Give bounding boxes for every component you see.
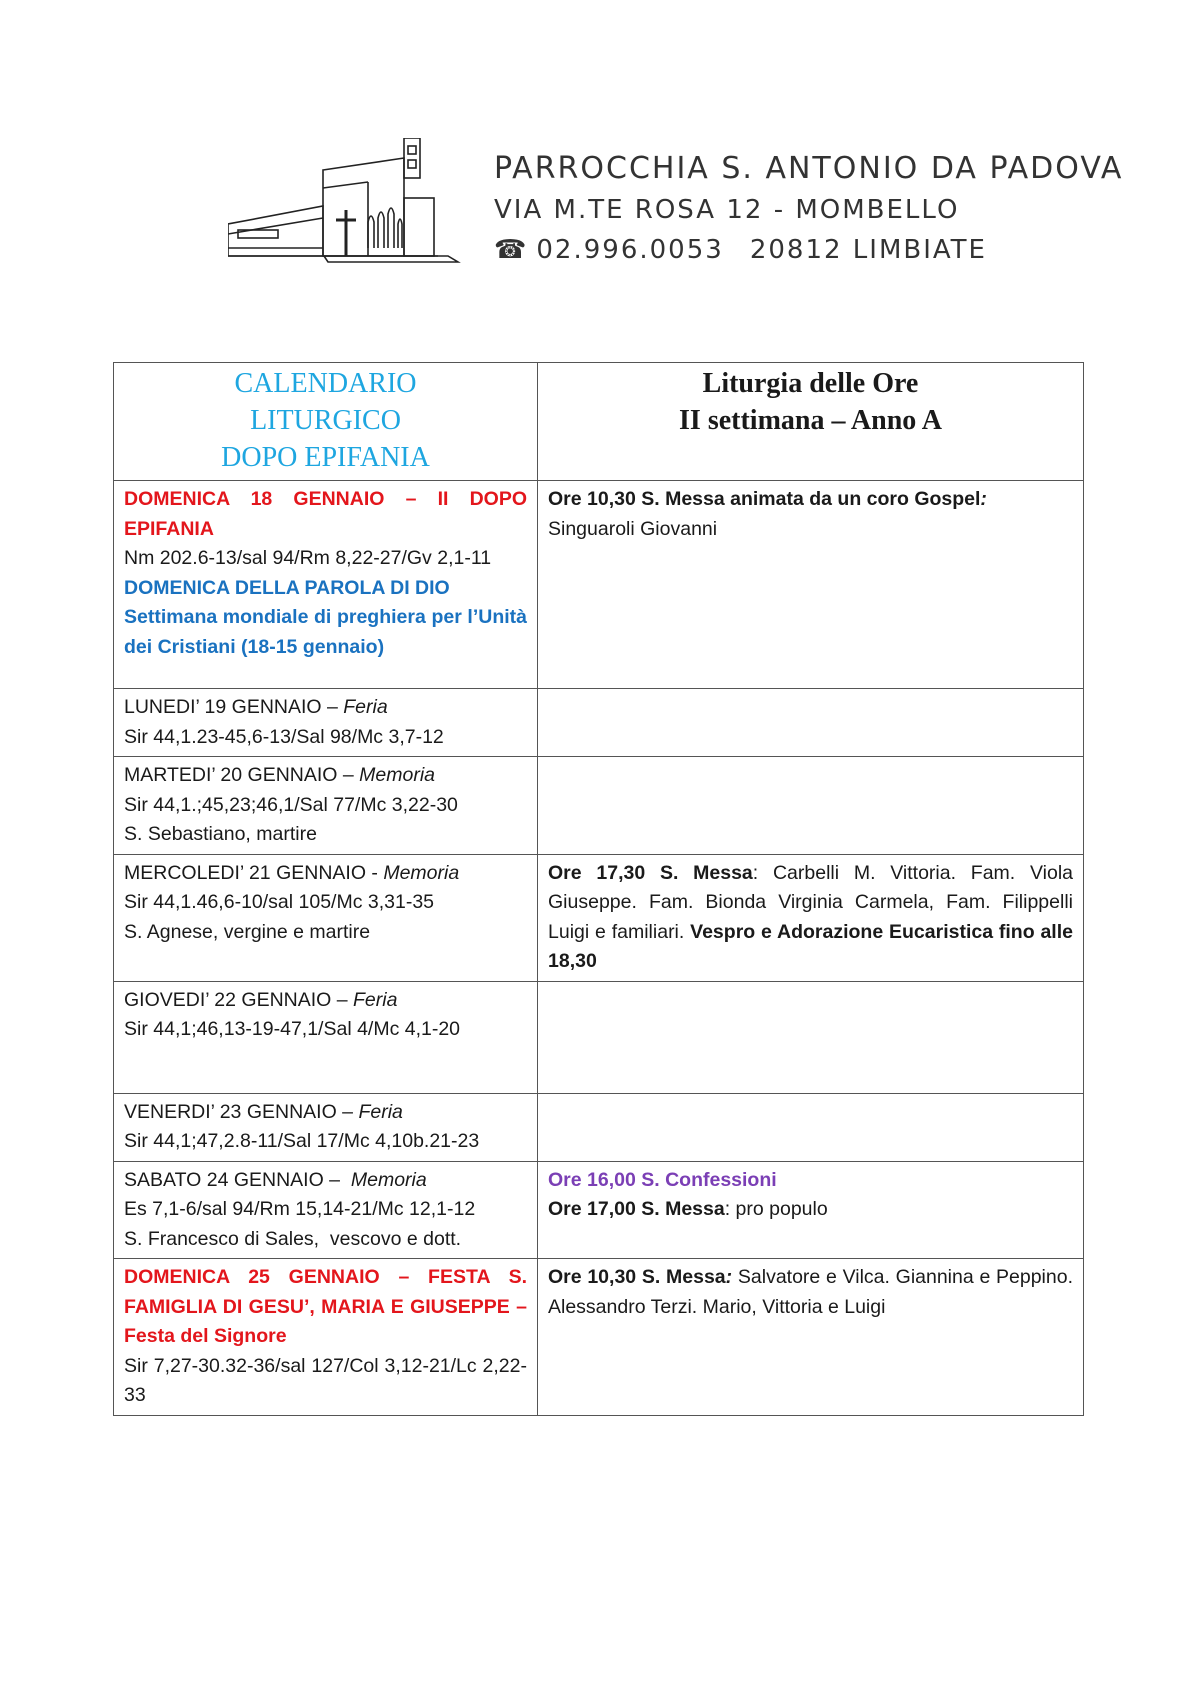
day-type: Feria	[343, 696, 388, 718]
confessions: Ore 16,00 S. Confessioni	[548, 1168, 777, 1191]
table-header-row	[114, 363, 1084, 481]
day-extra: DOMENICA DELLA PAROLA DI DIO	[124, 576, 450, 599]
day-type: Feria	[358, 1100, 403, 1123]
readings: Sir 7,27-30.32-36/sal 127/Col 3,12-21/Lc 2,22-33	[124, 1354, 527, 1406]
parish-address: VIA M.TE ROSA 12 - MOMBELLO	[494, 195, 960, 225]
saint: S. Francesco di Sales, vescovo e dott.	[124, 1227, 462, 1250]
mass-time: Ore 10,30 S. Messa	[548, 1266, 726, 1288]
table-row	[114, 854, 1084, 981]
day-cell	[114, 981, 538, 1093]
header-left-line: CALENDARIO	[234, 368, 417, 399]
mass-time: Ore 17,30 S. Messa	[548, 861, 753, 884]
day-cell	[114, 1093, 538, 1161]
table-row	[114, 1093, 1084, 1161]
header-right-line: II settimana – Anno A	[679, 405, 942, 436]
readings: Nm 202.6-13/sal 94/Rm 8,22-27/Gv 2,1-11	[124, 547, 492, 569]
day-title	[124, 761, 527, 791]
day-label: MARTEDI’ 20 GENNAIO –	[124, 764, 360, 786]
table-row	[114, 481, 1084, 689]
day-title: DOMENICA 25 GENNAIO – FESTA S. FAMIGLIA DI GESU’, MARIA E GIUSEPPE – Festa del Signore	[124, 1266, 527, 1347]
saint: S. Agnese, vergine e martire	[124, 920, 371, 943]
mass-time: Ore 10,30 S. Messa animata da un coro Gospel	[548, 488, 981, 510]
mass-time: Ore 17,00 S. Messa	[548, 1198, 725, 1220]
mass-intention: : Carbelli M. Vittoria. Fam. Viola Giuseppe. Fam. Bionda Virginia Carmela, Fam. Filippelli Luigi e familiari.	[548, 861, 1073, 943]
day-title: DOMENICA 18 GENNAIO – II DOPO EPIFANIA	[124, 488, 527, 540]
phone-icon: ☎	[494, 235, 529, 265]
header-left-line: DOPO EPIFANIA	[221, 442, 430, 473]
table-row	[114, 981, 1084, 1093]
saint: S. Sebastiano, martire	[124, 823, 317, 845]
table-row	[114, 757, 1084, 855]
day-cell	[114, 481, 538, 689]
day-title	[124, 693, 527, 723]
day-cell	[114, 1259, 538, 1416]
header-right-line: Liturgia delle Ore	[702, 368, 919, 399]
notes-cell	[538, 1259, 1084, 1416]
parish-name: PARROCCHIA S. ANTONIO DA PADOVA	[494, 151, 1124, 186]
readings: Sir 44,1.;45,23;46,1/Sal 77/Mc 3,22-30	[124, 793, 458, 816]
mass-intention: Salvatore e Vilca. Giannina e Peppino. Alessandro Terzi. Mario, Vittoria e Luigi	[548, 1266, 1073, 1318]
day-title	[124, 1166, 527, 1196]
notes-cell	[538, 1093, 1084, 1161]
day-cell	[114, 757, 538, 855]
notes-cell	[538, 481, 1084, 689]
readings: Sir 44,1;47,2.8-11/Sal 17/Mc 4,10b.21-23	[124, 1130, 480, 1152]
notes-cell	[538, 981, 1084, 1093]
notes-cell	[538, 689, 1084, 757]
day-cell	[114, 689, 538, 757]
header-calendar	[114, 363, 538, 481]
readings: Sir 44,1.23-45,6-13/Sal 98/Mc 3,7-12	[124, 725, 444, 748]
day-label: GIOVEDI’ 22 GENNAIO –	[124, 988, 354, 1011]
readings: Sir 44,1;46,13-19-47,1/Sal 4/Mc 4,1-20	[124, 1018, 461, 1040]
parish-header	[228, 138, 1124, 278]
mass-colon: :	[725, 1266, 733, 1288]
day-label: VENERDI’ 23 GENNAIO –	[124, 1100, 359, 1123]
church-logo	[228, 138, 498, 268]
day-label: LUNEDI’ 19 GENNAIO –	[124, 696, 344, 718]
mass-line	[548, 1195, 1073, 1225]
day-cell	[114, 854, 538, 981]
notes-cell	[538, 1161, 1084, 1259]
readings: Es 7,1-6/sal 94/Rm 15,14-21/Mc 12,1-12	[124, 1198, 476, 1220]
day-type: Memoria	[350, 1168, 427, 1191]
notes-cell	[538, 757, 1084, 855]
day-title	[124, 986, 527, 1016]
day-extra: Settimana mondiale di preghiera per l’Unità dei Cristiani (18-15 gennaio)	[124, 606, 527, 658]
parish-contact	[494, 230, 1123, 270]
parish-cap-city: 20812 LIMBIATE	[749, 235, 987, 265]
header-left-line: LITURGICO	[250, 405, 401, 436]
day-title	[124, 859, 527, 889]
table-row	[114, 1259, 1084, 1416]
mass-colon: :	[980, 488, 987, 510]
day-title	[124, 1098, 527, 1128]
day-type: Feria	[353, 988, 398, 1011]
day-cell	[114, 1161, 538, 1259]
day-label: SABATO 24 GENNAIO –	[124, 1168, 351, 1191]
table-row	[114, 1161, 1084, 1259]
table-row	[114, 689, 1084, 757]
vespers-adoration: Vespro e Adorazione Eucaristica fino alle 18,30	[548, 920, 1073, 972]
parish-phone: 02.996.0053	[536, 235, 724, 265]
header-liturgy	[538, 363, 1084, 481]
day-label: MERCOLEDI’ 21 GENNAIO -	[124, 861, 384, 884]
mass-intention: Singuaroli Giovanni	[548, 517, 718, 540]
parish-info	[494, 148, 1123, 270]
readings: Sir 44,1.46,6-10/sal 105/Mc 3,31-35	[124, 891, 435, 913]
day-type: Memoria	[359, 764, 436, 786]
notes-cell	[538, 854, 1084, 981]
liturgical-calendar-table	[113, 362, 1084, 1416]
mass-intention: : pro populo	[724, 1198, 828, 1220]
day-type: Memoria	[383, 861, 460, 884]
